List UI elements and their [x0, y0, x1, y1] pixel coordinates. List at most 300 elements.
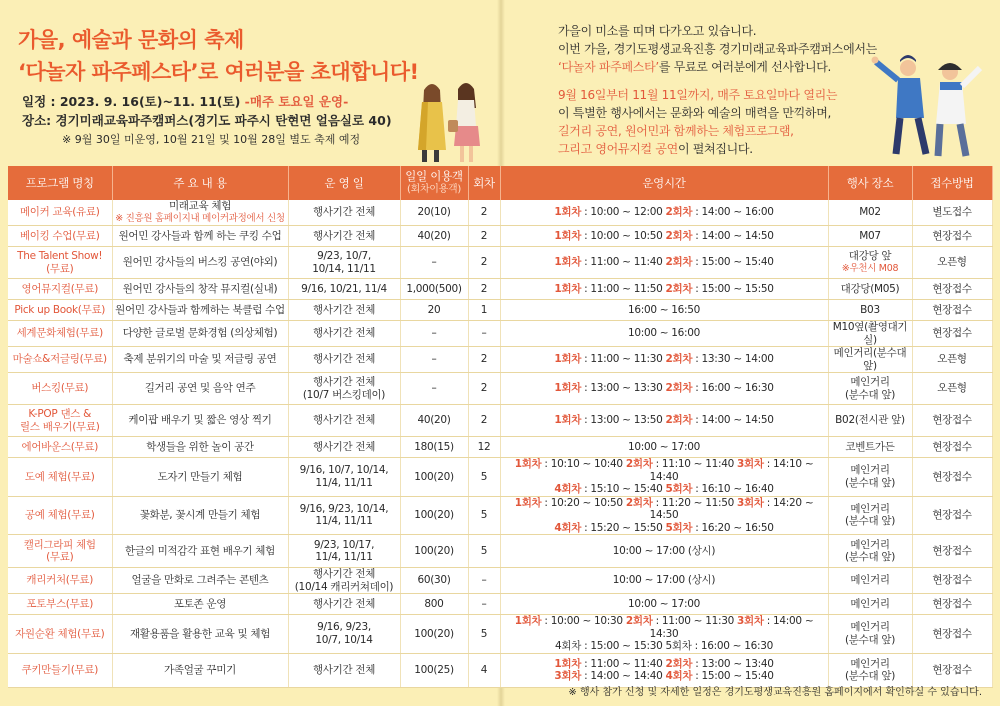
cell-program — [8, 247, 112, 279]
cell-program — [8, 347, 112, 373]
cell-place — [828, 347, 912, 373]
cell-method: 오픈형 — [912, 373, 992, 405]
program-name: 영어뮤지컬(무료) — [21, 282, 98, 295]
place-text: 메인거리 — [850, 538, 890, 551]
cell-time — [500, 279, 828, 300]
cell-period — [288, 300, 400, 321]
table-row — [8, 594, 992, 615]
session-line — [503, 230, 826, 243]
cell-place — [828, 458, 912, 497]
schedule-info — [22, 92, 392, 149]
session-round-label: 2회차 — [625, 458, 653, 470]
cell-place — [828, 535, 912, 568]
cell-content — [112, 594, 288, 615]
place-text: 코벤트가든 — [845, 440, 895, 453]
date-value: 2023. 9. 16(토)~11. 11(토) — [59, 94, 241, 109]
intro-festa-name: ‘다놀자 파주페스타’ — [558, 60, 659, 74]
cell-time — [500, 496, 828, 535]
cell-program — [8, 373, 112, 405]
session-time: : 15:00 ~ 15:50 — [692, 282, 774, 295]
session-time: : 14:10 ~ 14:40 — [649, 458, 814, 483]
cell-method: 현장접수 — [912, 496, 992, 535]
cell-time — [500, 568, 828, 594]
content-text: 케이팝 배우기 및 짧은 영상 찍기 — [128, 414, 272, 427]
cell-place — [828, 321, 912, 347]
table-row — [8, 300, 992, 321]
place-text: (분수대 앞) — [844, 388, 895, 401]
cell-daily: 20(10) — [400, 200, 468, 226]
cell-program — [8, 535, 112, 568]
cell-time — [500, 458, 828, 497]
cell-rounds: 5 — [468, 615, 500, 654]
cell-content — [112, 496, 288, 535]
program-name: 캘리그라피 체험 — [23, 538, 96, 551]
table-row — [8, 247, 992, 279]
cell-period — [288, 568, 400, 594]
session-round-label: 4회차 — [554, 521, 582, 534]
session-round-label: 2회차 — [665, 657, 693, 670]
cell-rounds: 12 — [468, 437, 500, 458]
program-name: 세계문화체험(무료) — [16, 327, 103, 340]
session-round-label: 2회차 — [665, 414, 693, 427]
cell-period — [288, 653, 400, 687]
cell-time — [500, 321, 828, 347]
program-name: K-POP 댄스 & — [28, 408, 92, 420]
session-time: : 10:00 ~ 10:30 — [541, 615, 626, 627]
cell-program — [8, 279, 112, 300]
cell-rounds: 5 — [468, 496, 500, 535]
cell-program — [8, 300, 112, 321]
cell-method: 현장접수 — [912, 535, 992, 568]
session-line — [503, 414, 826, 427]
session-time: : 15:00 ~ 15:40 — [692, 256, 774, 269]
time-text: 10:00 ~ 17:00 — [627, 597, 701, 610]
cell-content — [112, 568, 288, 594]
session-time: : 11:20 ~ 11:50 — [652, 496, 737, 509]
session-round-label: 2회차 — [665, 353, 693, 366]
content-text: 얼굴을 만화로 그려주는 콘텐츠 — [131, 574, 269, 587]
session-time: : 10:00 ~ 12:00 — [581, 206, 666, 219]
cell-program — [8, 458, 112, 497]
intro-text — [558, 22, 877, 158]
session-time: : 15:10 ~ 15:40 — [581, 483, 666, 495]
header-rounds: 회차 — [468, 166, 500, 200]
cell-rounds: 2 — [468, 226, 500, 247]
session-line — [503, 658, 826, 671]
place-text: M02 — [859, 206, 881, 219]
cell-daily: 100(20) — [400, 458, 468, 497]
cell-time — [500, 594, 828, 615]
session-round-label: 3회차 — [737, 458, 764, 470]
session-time: : 14:20 ~ 14:50 — [649, 496, 814, 521]
content-text: 축제 분위기의 마술 및 저글링 공연 — [123, 353, 277, 366]
place-text: 대강당 앞 — [848, 250, 892, 262]
program-table — [8, 166, 993, 688]
place-text: 메인거리 — [850, 597, 890, 610]
cell-daily: – — [400, 373, 468, 405]
cell-method: 별도접수 — [912, 200, 992, 226]
session-round-label: 1회차 — [554, 657, 582, 670]
cell-daily: 180(15) — [400, 437, 468, 458]
header-program: 프로그램 명칭 — [8, 166, 112, 200]
program-name: (무료) — [46, 551, 74, 563]
period-text: 9/23, 10/7, — [317, 250, 371, 262]
cell-method: 현장접수 — [912, 300, 992, 321]
headline — [18, 24, 419, 88]
session-round-label: 1회차 — [514, 496, 542, 509]
cell-daily: 100(25) — [400, 653, 468, 687]
place-text: 메인거리 — [850, 657, 890, 670]
session-time: : 16:20 ~ 16:50 — [692, 521, 774, 534]
session-round-label: 2회차 — [665, 206, 693, 219]
session-line — [503, 522, 826, 535]
cell-place — [828, 496, 912, 535]
cell-program — [8, 653, 112, 687]
program-name: 에어바운스(무료) — [21, 440, 98, 453]
cell-rounds: 2 — [468, 405, 500, 437]
headline-line-2: ‘다놀자 파주페스타’로 여러분을 초대합니다! — [18, 60, 419, 84]
intro-musical: 그리고 영어뮤지컬 공연 — [558, 142, 678, 156]
cell-time — [500, 347, 828, 373]
content-text: 도자기 만들기 체험 — [157, 470, 243, 483]
cell-time — [500, 653, 828, 687]
content-text: 원어민 강사들의 창작 뮤지컬(실내) — [122, 282, 278, 295]
content-text: 다양한 글로벌 문화경험 (의상체험) — [122, 327, 278, 340]
table-row — [8, 279, 992, 300]
session-line — [503, 670, 826, 683]
session-round-label: 2회차 — [665, 229, 693, 242]
place-value: 경기미래교육파주캠퍼스(경기도 파주시 탄현면 얼음실로 40) — [55, 113, 392, 128]
header-daily-sub: (회차이용객) — [406, 184, 461, 195]
cell-daily: 60(30) — [400, 568, 468, 594]
session-round-label: 1회차 — [554, 382, 582, 395]
cell-rounds: 2 — [468, 247, 500, 279]
session-time: : 15:00 ~ 15:40 — [692, 670, 774, 682]
header-content: 주 요 내 용 — [112, 166, 288, 200]
cell-place — [828, 437, 912, 458]
session-round-label: 3회차 — [737, 615, 764, 627]
header-method: 접수방법 — [912, 166, 992, 200]
cell-place — [828, 405, 912, 437]
two-boys-illustration — [870, 38, 988, 164]
period-text: 행사기간 전체 — [312, 229, 376, 242]
session-line — [503, 615, 826, 640]
table-header-row — [8, 166, 992, 200]
cell-content — [112, 405, 288, 437]
cell-daily: 800 — [400, 594, 468, 615]
session-round-label: 4회차 — [554, 483, 582, 495]
cell-content — [112, 535, 288, 568]
session-time: : 16:00 ~ 16:30 — [692, 382, 774, 395]
place-text: 메인거리 — [850, 574, 890, 587]
cell-rounds: 2 — [468, 373, 500, 405]
cell-period — [288, 458, 400, 497]
period-text: 10/14, 11/11 — [312, 262, 376, 275]
place-text: (분수대 앞) — [844, 633, 895, 646]
period-text: 11/4, 11/11 — [315, 515, 373, 528]
cell-program — [8, 405, 112, 437]
cell-method: 현장접수 — [912, 279, 992, 300]
place-text: 메인거리(분수대 앞) — [833, 347, 907, 372]
cell-content — [112, 458, 288, 497]
cell-period — [288, 535, 400, 568]
program-name: 도예 체험(무료) — [24, 470, 95, 483]
cell-rounds: – — [468, 321, 500, 347]
session-round-label: 1회차 — [514, 615, 542, 627]
period-text: 행사기간 전체 — [312, 663, 376, 676]
session-line — [503, 458, 826, 483]
content-text: 학생들을 위한 놀이 공간 — [146, 440, 254, 453]
table-row — [8, 653, 992, 687]
table-row — [8, 458, 992, 497]
intro-line: 가을이 미소를 띠며 다가오고 있습니다. — [558, 24, 757, 38]
cell-content — [112, 300, 288, 321]
cell-method: 오픈형 — [912, 347, 992, 373]
cell-method: 현장접수 — [912, 568, 992, 594]
session-time: : 13:30 ~ 14:00 — [692, 353, 774, 366]
place-text: 메인거리 — [850, 621, 890, 634]
period-text: 행사기간 전체 — [312, 353, 376, 366]
program-name: 쿠키만들기(무료) — [21, 663, 98, 676]
place-text: 메인거리 — [850, 376, 890, 388]
table-row — [8, 226, 992, 247]
content-text: 원어민 강사들과 함께하는 북클럽 수업 — [115, 303, 285, 316]
session-time: : 11:00 ~ 11:30 — [652, 615, 737, 627]
session-time: : 13:00 ~ 13:30 — [581, 382, 666, 395]
session-time: : 14:00 ~ 14:30 — [649, 615, 814, 640]
intro-line: 를 무료로 여러분에게 선사합니다. — [658, 60, 832, 74]
time-text: 16:00 ~ 16:50 — [627, 303, 701, 316]
content-text: 원어민 강사들과 함께 하는 쿠킹 수업 — [118, 229, 282, 242]
header-time: 운영시간 — [500, 166, 828, 200]
cell-period — [288, 321, 400, 347]
session-round-label: 1회차 — [554, 353, 582, 366]
period-text: 행사기간 전체 — [312, 414, 376, 427]
cell-daily: 40(20) — [400, 405, 468, 437]
cell-content — [112, 653, 288, 687]
program-name: 버스킹(무료) — [31, 382, 89, 395]
cell-rounds: – — [468, 594, 500, 615]
cell-rounds: 1 — [468, 300, 500, 321]
place-text: (분수대 앞) — [844, 476, 895, 489]
period-text: 행사기간 전체 — [312, 303, 376, 316]
period-text: 행사기간 전체 — [312, 440, 376, 453]
table-row — [8, 405, 992, 437]
cell-daily: 100(20) — [400, 535, 468, 568]
cell-place — [828, 200, 912, 226]
cell-rounds: 2 — [468, 347, 500, 373]
session-round-label: 1회차 — [554, 256, 582, 269]
session-time: : 14:00 ~ 14:50 — [692, 414, 774, 427]
cell-time — [500, 300, 828, 321]
cell-method: 오픈형 — [912, 247, 992, 279]
program-name: 포토부스(무료) — [26, 597, 94, 610]
session-round-label: 1회차 — [554, 229, 582, 242]
time-text: 10:00 ~ 17:00 (상시) — [612, 574, 716, 587]
content-text: 미래교육 체험 — [168, 200, 232, 212]
cell-method: 현장접수 — [912, 615, 992, 654]
session-line — [503, 206, 826, 219]
session-time: : 13:00 ~ 13:40 — [692, 657, 774, 670]
session-time: : 11:00 ~ 11:50 — [581, 282, 666, 295]
place-text: M10옆(촬영대기실) — [832, 321, 908, 346]
session-round-label: 2회차 — [665, 256, 693, 269]
cell-period — [288, 347, 400, 373]
table-row — [8, 568, 992, 594]
cell-place — [828, 594, 912, 615]
period-text: 9/16, 9/23, 10/14, — [299, 502, 389, 515]
period-text: 9/23, 10/17, — [313, 538, 375, 551]
place-text: (분수대 앞) — [844, 670, 895, 682]
period-text: 행사기간 전체 — [312, 597, 376, 610]
cell-daily: 100(20) — [400, 496, 468, 535]
cell-period — [288, 226, 400, 247]
period-text: (10/14 캐리커쳐데이) — [294, 580, 394, 593]
content-text: 원어민 강사들의 버스킹 공연(야외) — [122, 256, 278, 269]
session-round-label: 2회차 — [625, 496, 653, 509]
header-daily-label: 일일 이용객 — [405, 169, 463, 183]
cell-daily: 100(20) — [400, 615, 468, 654]
session-time: : 14:00 ~ 16:00 — [692, 206, 774, 219]
cell-time — [500, 226, 828, 247]
period-text: 행사기간 전체 — [312, 206, 376, 219]
session-time: : 10:20 ~ 10:50 — [541, 496, 626, 509]
cell-time — [500, 405, 828, 437]
header-period: 운 영 일 — [288, 166, 400, 200]
cell-place — [828, 300, 912, 321]
cell-daily: 40(20) — [400, 226, 468, 247]
cell-rounds: 2 — [468, 279, 500, 300]
cell-method: 현장접수 — [912, 458, 992, 497]
content-text: 꽃화분, 꽃시계 만들기 체험 — [139, 509, 261, 521]
cell-time — [500, 373, 828, 405]
session-round-label: 5회차 — [665, 483, 693, 495]
program-name: 베이킹 수업(무료) — [19, 229, 100, 242]
period-text: 11/4, 11/11 — [315, 551, 373, 563]
session-round-label: 1회차 — [554, 282, 582, 295]
session-time: : 10:10 ~ 10:40 — [541, 458, 626, 470]
cell-time — [500, 247, 828, 279]
program-name: 마술쇼&저글링(무료) — [12, 353, 107, 366]
cell-rounds: 2 — [468, 200, 500, 226]
program-name: The Talent Show! — [17, 250, 103, 262]
cell-period — [288, 405, 400, 437]
period-text: 11/4, 11/11 — [315, 476, 373, 489]
cell-daily: – — [400, 321, 468, 347]
program-name: 릴스 배우기(무료) — [19, 420, 100, 433]
place-text: 메인거리 — [850, 502, 890, 515]
intro-line: 길거리 공연, 원어민과 함께하는 체험프로그램, — [558, 124, 794, 138]
content-text: 재활용품을 활용한 교육 및 체험 — [129, 627, 271, 640]
cell-rounds: 5 — [468, 535, 500, 568]
session-round-label: 3회차 — [554, 670, 582, 682]
session-time: : 11:10 ~ 11:40 — [652, 458, 737, 470]
content-text: 포토존 운영 — [173, 597, 227, 610]
session-line — [503, 483, 826, 496]
place-text: B03 — [860, 303, 880, 316]
program-name: (무료) — [46, 262, 74, 275]
cell-place — [828, 568, 912, 594]
cell-program — [8, 496, 112, 535]
footnote: ※ 행사 참가 신청 및 자세한 일정은 경기도평생교육진흥원 홈페이지에서 확인하실 수 있습니다. — [568, 687, 982, 698]
cell-period — [288, 437, 400, 458]
period-text: 10/7, 10/14 — [315, 633, 373, 646]
cell-method: 현장접수 — [912, 405, 992, 437]
session-round-label: 2회차 — [665, 382, 693, 395]
cell-rounds: 4 — [468, 653, 500, 687]
cell-program — [8, 321, 112, 347]
place-text: (분수대 앞) — [844, 515, 895, 528]
table-row — [8, 535, 992, 568]
cell-program — [8, 200, 112, 226]
cell-program — [8, 437, 112, 458]
cell-content — [112, 347, 288, 373]
program-name: 자원순환 체험(무료) — [15, 627, 105, 640]
session-line — [503, 283, 826, 296]
table-row — [8, 200, 992, 226]
cell-period — [288, 373, 400, 405]
table-row — [8, 321, 992, 347]
period-text: (10/7 버스킹데이) — [302, 388, 386, 401]
cell-time — [500, 615, 828, 654]
period-text: 9/16, 10/21, 11/4 — [301, 282, 387, 295]
time-text: 10:00 ~ 17:00 (상시) — [612, 544, 716, 557]
content-text: 한글의 미적감각 표현 배우기 체험 — [125, 544, 275, 557]
session-time: : 16:10 ~ 16:40 — [692, 483, 774, 495]
cell-rounds: 5 — [468, 458, 500, 497]
cell-daily: 20 — [400, 300, 468, 321]
cell-program — [8, 226, 112, 247]
intro-line: 9월 16일부터 11월 11일까지, 매주 토요일마다 열리는 — [558, 88, 838, 102]
content-text: 길거리 공연 및 음악 연주 — [144, 382, 256, 395]
intro-line: 이번 가을, 경기도평생교육진흥 경기미래교육파주캠퍼스에서는 — [558, 42, 877, 56]
place-text: M07 — [859, 229, 881, 242]
session-round-label: 5회차 — [665, 521, 693, 534]
cell-content — [112, 615, 288, 654]
two-women-illustration — [408, 80, 492, 166]
cell-content — [112, 437, 288, 458]
date-label: 일정 : — [22, 94, 60, 109]
intro-line: 이 특별한 행사에서는 문화와 예술의 매력을 만끽하며, — [558, 106, 832, 120]
period-text: 9/16, 10/7, 10/14, — [299, 464, 389, 477]
session-time: : 11:00 ~ 11:30 — [581, 353, 666, 366]
session-time: : 11:00 ~ 11:40 — [581, 657, 666, 670]
table-row — [8, 615, 992, 654]
session-time: : 13:00 ~ 13:50 — [581, 414, 666, 427]
cell-content — [112, 247, 288, 279]
cell-place — [828, 279, 912, 300]
cell-program — [8, 615, 112, 654]
table-row — [8, 373, 992, 405]
table-row — [8, 347, 992, 373]
cell-place — [828, 247, 912, 279]
content-note: ※ 진흥원 홈페이지내 메이커과정에서 신청 — [115, 212, 285, 224]
cell-daily: – — [400, 347, 468, 373]
cell-period — [288, 496, 400, 535]
period-text: 행사기간 전체 — [312, 327, 376, 340]
cell-method: 현장접수 — [912, 226, 992, 247]
program-name: 캐리커처(무료) — [26, 574, 94, 587]
cell-daily: 1,000(500) — [400, 279, 468, 300]
cell-rounds: – — [468, 568, 500, 594]
session-line: 4회차 : 15:00 ~ 15:30 5회차 : 16:00 ~ 16:30 — [555, 640, 773, 652]
headline-line-1: 가을, 예술과 문화의 축제 — [18, 28, 244, 52]
session-round-label: 2회차 — [625, 615, 653, 627]
time-text: 10:00 ~ 17:00 — [627, 440, 701, 453]
place-text: 대강당(M05) — [840, 282, 900, 295]
session-line — [503, 353, 826, 366]
session-round-label: 3회차 — [737, 496, 764, 509]
